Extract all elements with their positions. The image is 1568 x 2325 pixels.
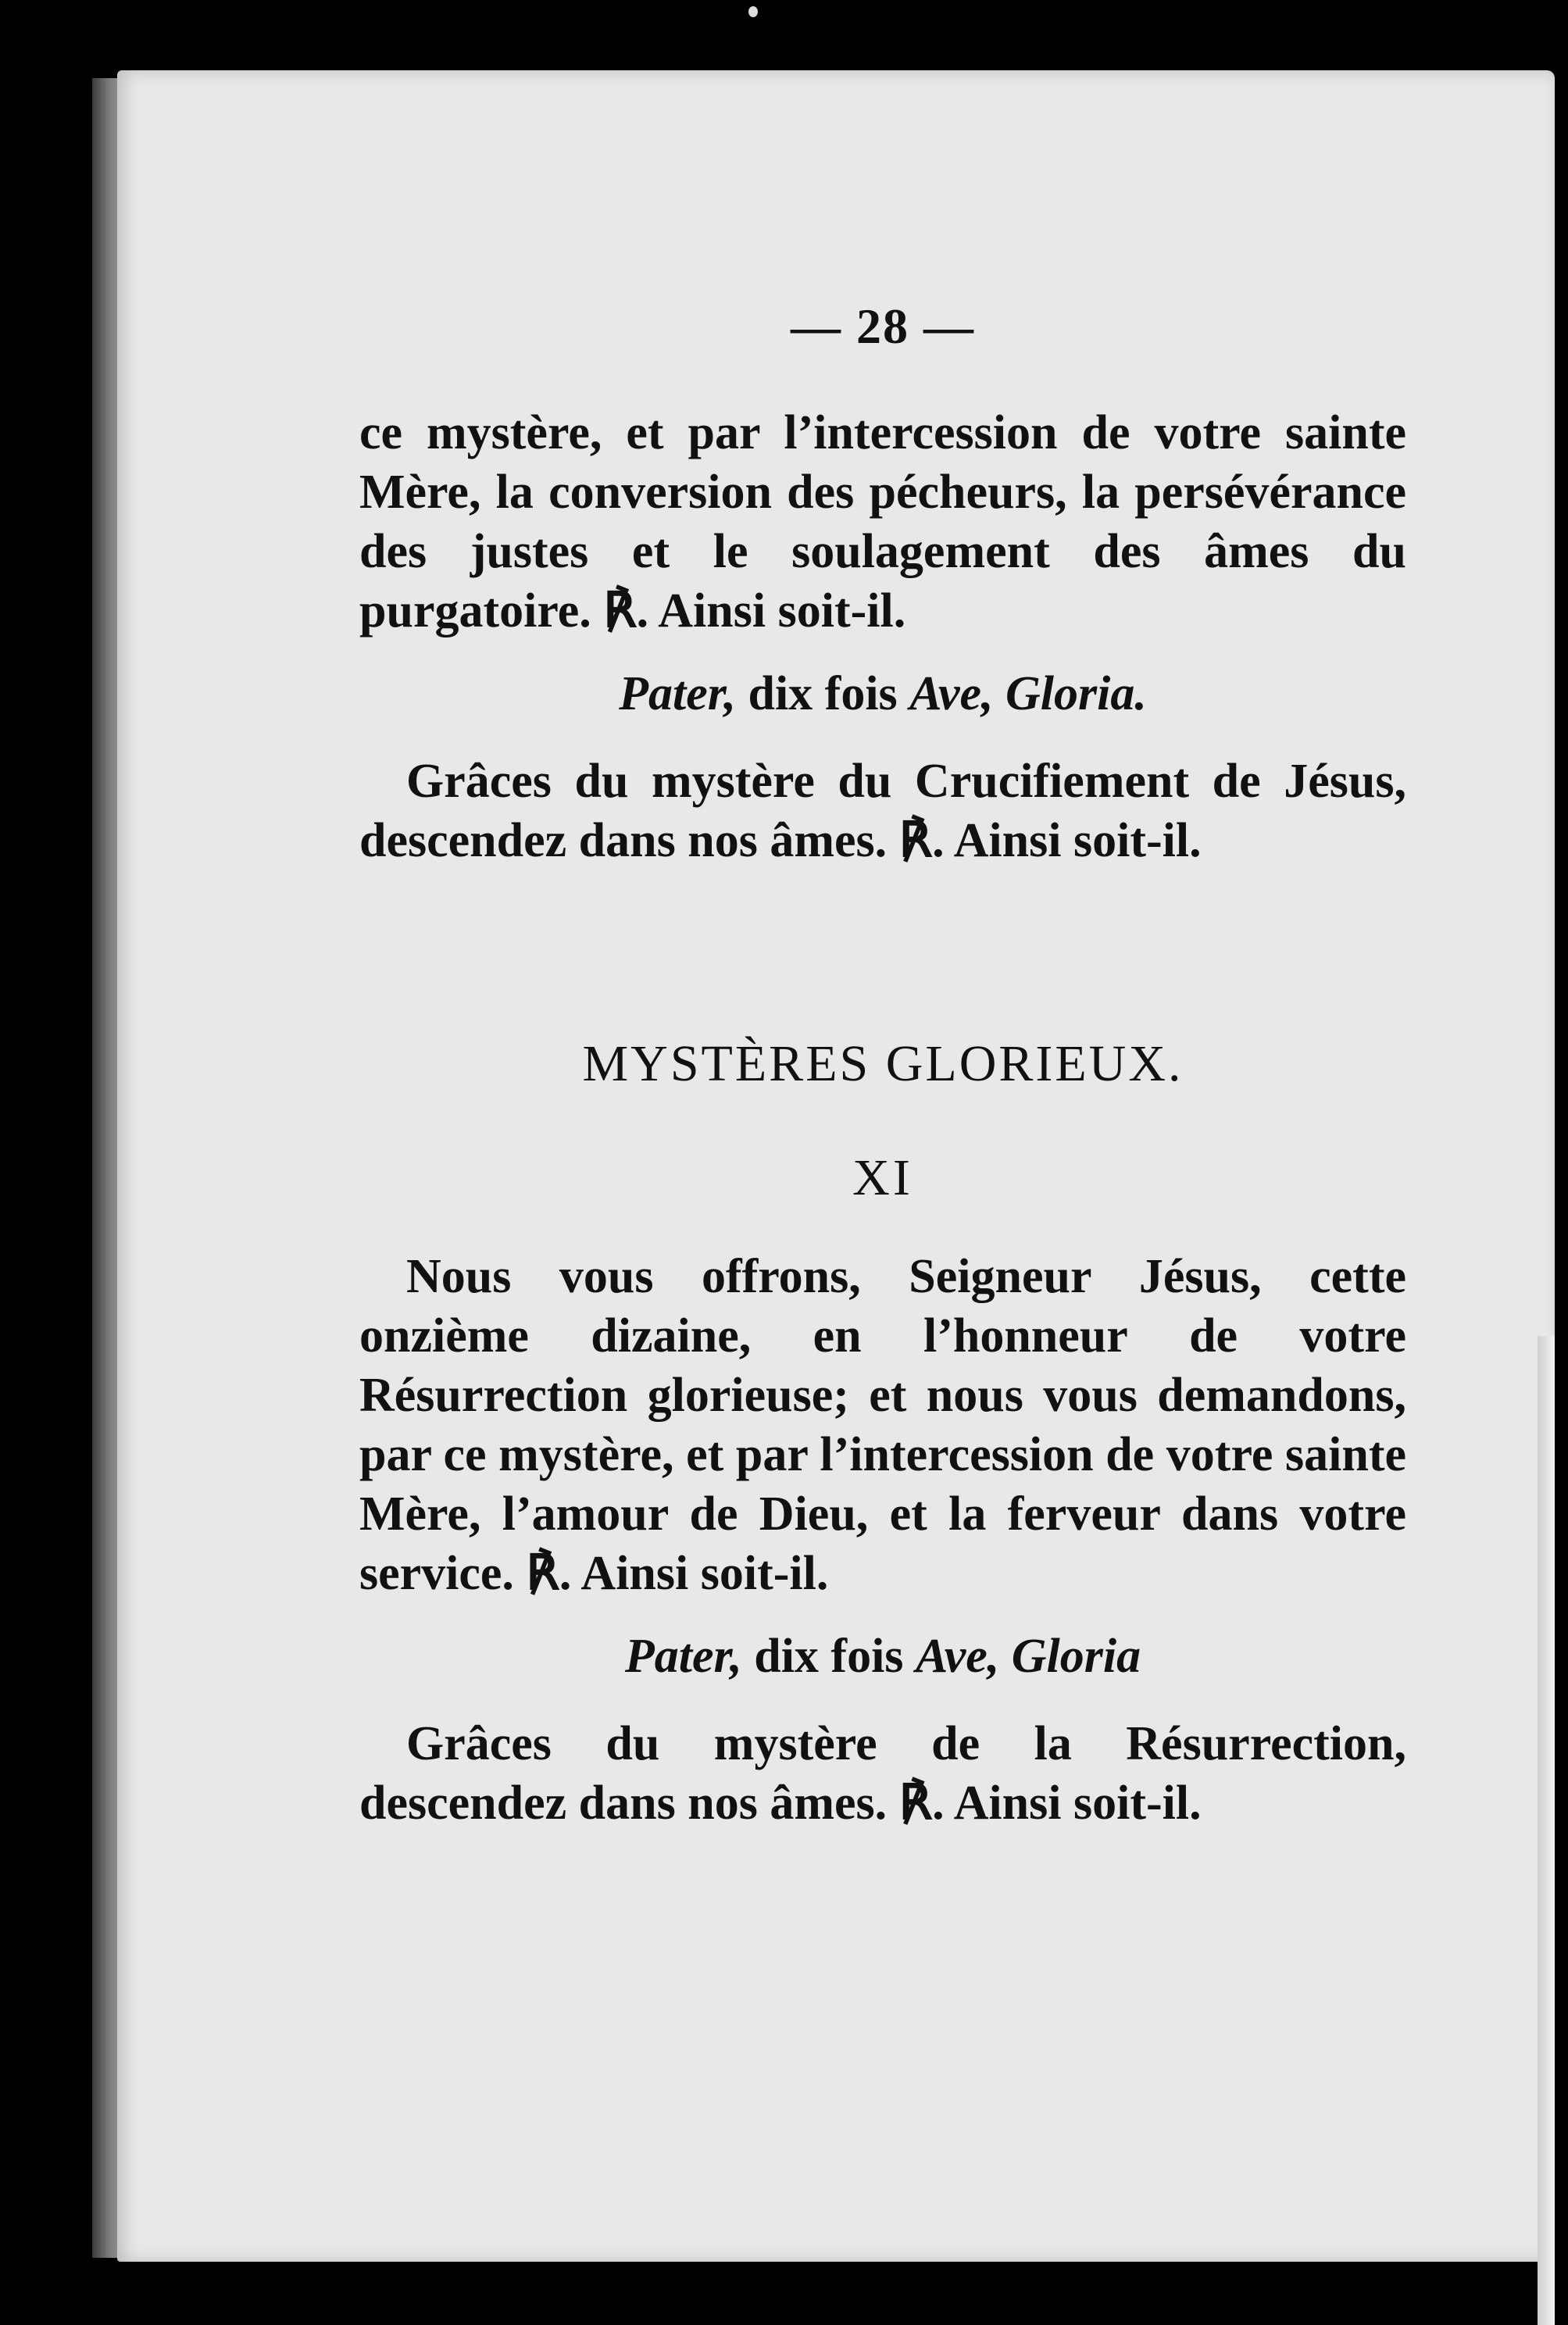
rubric-middle: dix fois [741,1630,916,1683]
rubric-ave-gloria: Ave, Gloria [915,1630,1141,1683]
rubric-pater: Pater, [624,1630,742,1683]
rubric-middle: dix fois [735,667,910,720]
paragraph-offering: Nous vous offrons, Seigneur Jésus, cette onzième dizaine, en l’honneur de votre Résurrection glorieuse; et nous vous demandons, par ce mystère, et par l’intercession de votre sainte Mère, l’amour de Dieu, et la ferveur dans votre service. ℟. Ainsi soit-il. [359,1250,1406,1600]
rubric-pater-ave [359,664,1406,723]
rubric-ave-gloria: Ave, Gloria. [909,667,1147,720]
mystery-numeral: XI [852,1149,913,1206]
paragraph-graces-crucifiement: Grâces du mystère du Crucifiement de Jésus, descendez dans nos âmes. ℟. Ainsi soit-il. [359,755,1406,867]
page-text [359,297,1406,1833]
rubric-pater: Pater, [619,667,736,720]
rubric-pater-ave-2 [359,1627,1406,1686]
film-speck [748,6,758,17]
section-heading: MYSTÈRES GLORIEUX. [582,1035,1184,1092]
page-edge [1538,1336,1555,2325]
paragraph-prayer-end: ce mystère, et par l’intercession de votre sainte Mère, la conversion des pécheurs, la persévérance des justes et le soulagement des âmes du purgatoire. ℟. Ainsi soit-il. [359,406,1406,638]
paragraph-graces-resurrection: Grâces du mystère de la Résurrection, descendez dans nos âmes. ℟. Ainsi soit-il. [359,1717,1406,1830]
page-number: — 28 — [791,298,975,354]
